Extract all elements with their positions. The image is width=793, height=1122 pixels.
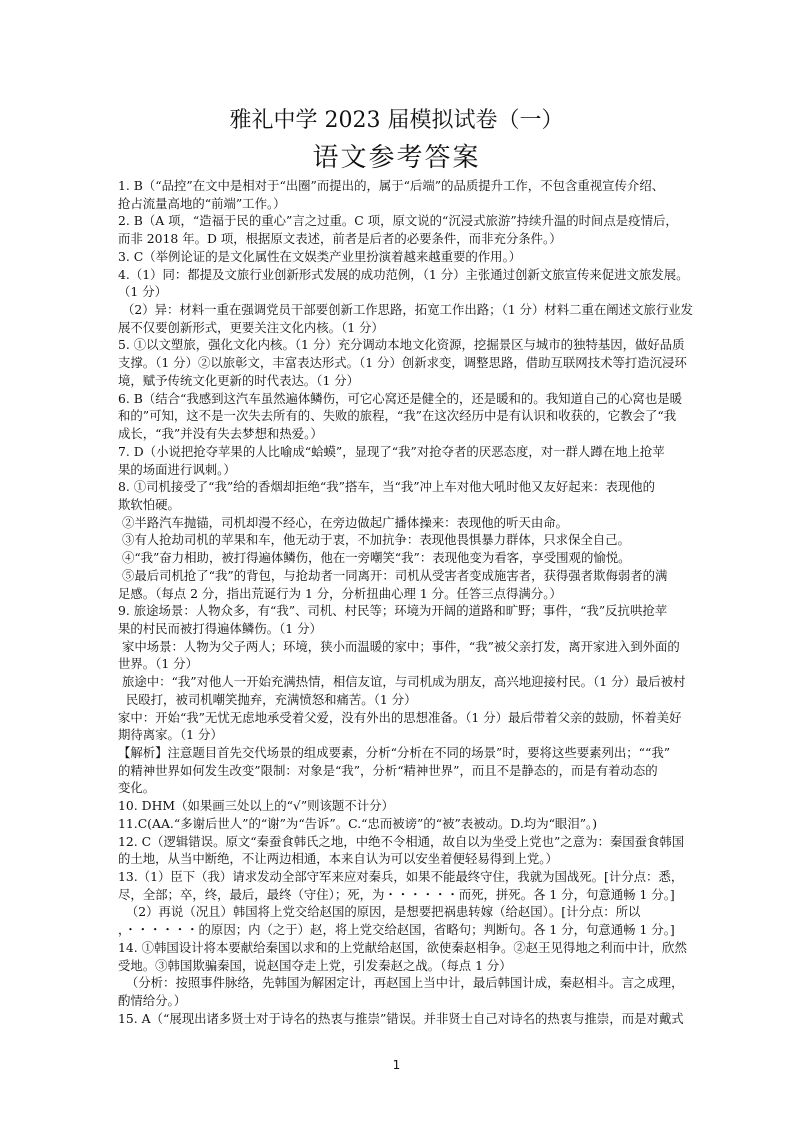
answer-line: ⑤最后司机抢了“我”的背包，与抢劫者一同离开：司机从受害者变成施害者，获得强者欺侮弱者的满 [118, 567, 668, 583]
answer-line: 12. C（逻辑错误。原文“秦蚕食韩氏之地，中绝不令相通，故自以为坐受上党也”之意为：秦国蚕食韩国 [118, 833, 685, 849]
answer-line: 2. B（A 项，“造福于民的重心”言之过重。C 项，原文说的“沉浸式旅游”持续升温的时间点是疫情后， [118, 213, 678, 229]
answer-line: （2）异：材料一重在强调党员干部要创新工作思路，拓宽工作出路；（1 分）材料二重在阐述文旅行业发 [118, 302, 694, 318]
answer-line: 尽，全部；卒，终，最后，最终（守住）；死，为・・・・・・而死，拼死。各 1 分，句意通畅 1 分。] [118, 886, 675, 902]
answer-line: 家中：开始“我”无忧无虑地承受着父爱，没有外出的思想准备。（1 分）最后带着父亲的鼓励，怀着美好 [118, 709, 682, 725]
answer-line: 欺软怕硬。 [118, 496, 180, 512]
answer-line: 展不仅要创新形式，更要关注文化内核。（1 分） [118, 319, 384, 335]
answer-line: 成长，“我”并没有失去梦想和热爱。） [118, 426, 323, 442]
answer-line: 果的场面进行讽刺。） [118, 461, 236, 477]
answer-line: 的土地，从当中断绝，不让两边相通，本来自认为可以安坐着便轻易得到上党。） [118, 851, 558, 867]
page-number: 1 [392, 1058, 401, 1072]
answer-line: 境，赋予传统文化更新的时代表达。（1 分） [118, 372, 360, 388]
answer-line: 足感。（每点 2 分，指出荒诞行为 1 分，分析扭曲心理 1 分。任答三点得满分。） [118, 585, 562, 601]
answer-line: 4.（1）同：都提及文旅行业创新形式发展的成功范例，（1 分）主张通过创新文旅宣传来促进文旅发展。 [118, 266, 689, 282]
answer-line: （分析：按照事件脉络，先韩国为解困定计，再赵国上当中计，最后韩国计成，秦赵相斗。言之成理， [118, 975, 684, 991]
answer-line: 10. DHM（如果画三处以上的“√”则该题不计分） [118, 798, 394, 814]
answer-line: 15. A（“展现出诸多贤士对于诗名的热衷与推崇”错误。并非贤士自己对诗名的热衷与推崇，而是对戴式 [118, 1010, 684, 1026]
answer-line: 受地。③韩国欺骗秦国，说赵国夺走上党，引发秦赵之战。（每点 1 分） [118, 957, 512, 973]
answer-body [118, 177, 694, 1028]
answer-line: 13.（1）臣下（我）请求发动全部守军来应对秦兵，如果不能最终守住，我就为国战死。[计分点：悉， [118, 869, 684, 885]
answer-line: 【解析】注意题目首先交代场景的组成要素，分析“分析在不同的场景”时，要将这些要素列出；““我” [118, 745, 671, 760]
answer-line: 3. C（举例论证的是文化属性在文娱类产业里扮演着越来越重要的作用。） [118, 248, 522, 264]
answer-line: （1 分） [118, 284, 167, 300]
answer-line: 期待离家。（1 分） [118, 727, 223, 743]
answer-line: 7. D（小说把抢夺苹果的人比喻成“蛤蟆”，显现了“我”对抢夺者的厌恶态度，对一群人蹲在地上抢苹 [118, 443, 665, 459]
answer-line: （2）再说（况且）韩国将上党交给赵国的原因，是想要把祸患转嫁（给赵国）。[计分点：所以 [118, 904, 641, 920]
answer-line: 旅途中：“我”对他人一开始充满热情，相信友谊，与司机成为朋友，高兴地迎接村民。（1 分）最后被村 [118, 674, 686, 690]
answer-line: 8. ①司机接受了“我”给的香烟却拒绝“我”搭车，当“我”冲上车对他大吼时他又友好起来：表现他的 [118, 479, 656, 495]
answer-line: 6. B（结合“我感到这汽车虽然遍体鳞伤，可它心窝还是健全的，还是暖和的。我知道自己的心窝也是暖 [118, 390, 682, 406]
answer-line: ③有人抢劫司机的苹果和车，他无动于衷，不加抗争：表现他畏惧暴力群体，只求保全自己。 [118, 532, 630, 548]
answer-line: 抢占流量高地的“前端”工作。） [118, 195, 286, 211]
answer-line: 支撑。（1 分）②以旅彰文，丰富表达形式。（1 分）创新求变，调整思路，借助互联网技术等打造沉浸环 [118, 355, 687, 371]
answer-line: 5. ①以文塑旅，强化文化内核。（1 分）充分调动本地文化资源，挖掘景区与城市的独特基因，做好品质 [118, 337, 685, 353]
answer-line: 9. 旅途场景：人物众多，有“我”、司机、村民等；环境为开阔的道路和旷野；事件，“我”反抗哄抢苹 [118, 603, 668, 619]
answer-line: 而非 2018 年。D 项，根据原文表述，前者是后者的必要条件，而非充分条件。） [118, 231, 562, 247]
document-title: 雅礼中学 2023 届模拟试卷（一） [229, 108, 564, 133]
answer-line: 11.C(AA.“多谢后世人”的“谢”为“告诉”。C.“忠而被谤”的“被”表被动。D.均为“眼泪”。) [118, 815, 598, 831]
answer-line: 和的”可知，这不是一次失去所有的、失败的旅程，“我”在这次经历中是有认识和收获的，它教会了“我 [118, 408, 677, 424]
answer-line: 家中场景：人物为父子两人；环境，狭小而温暖的家中；事件，“我”被父亲打发，离开家进入到外面的 [118, 638, 680, 654]
answer-line: 世界。（1 分） [118, 656, 198, 672]
document-subtitle: 语文参考答案 [312, 143, 481, 173]
answer-line: ④“我”奋力相助，被打得遍体鳞伤，他在一旁嘲笑“我”：表现他变为看客，享受围观的愉悦。 [118, 550, 631, 566]
answer-line: 果的村民而被打得遍体鳞伤。（1 分） [118, 620, 322, 636]
answer-line: ②半路汽车抛锚，司机却漫不经心，在旁边做起广播体操来：表现他的听天由命。 [118, 514, 569, 530]
answer-line: 民殴打，被司机嘲笑抛弃，充满愤怒和痛苦。（1 分） [118, 691, 417, 707]
answer-line: ，・・・・・・的原因；内（之于）赵，将上党交给赵国，省略句；判断句。各 1 分，句意通畅 1 分。] [118, 922, 675, 938]
answer-line: 的精神世界如何发生改变”限制：对象是“我”，分析“精神世界”，而且不是静态的，而是有着动态的 [118, 762, 658, 778]
answer-line: 变化。 [118, 780, 156, 796]
answer-line: 1. B（“品控”在文中是相对于“出圈”而提出的，属于“后端”的品质提升工作，不包含重视宣传介绍、 [118, 178, 665, 193]
answer-line: 14. ①韩国设计将本要献给秦国以求和的上党献给赵国，欲使秦赵相争。②赵王见得地之利而中计，欣然 [118, 939, 687, 955]
answer-line: 酌情给分。） [118, 993, 187, 1009]
